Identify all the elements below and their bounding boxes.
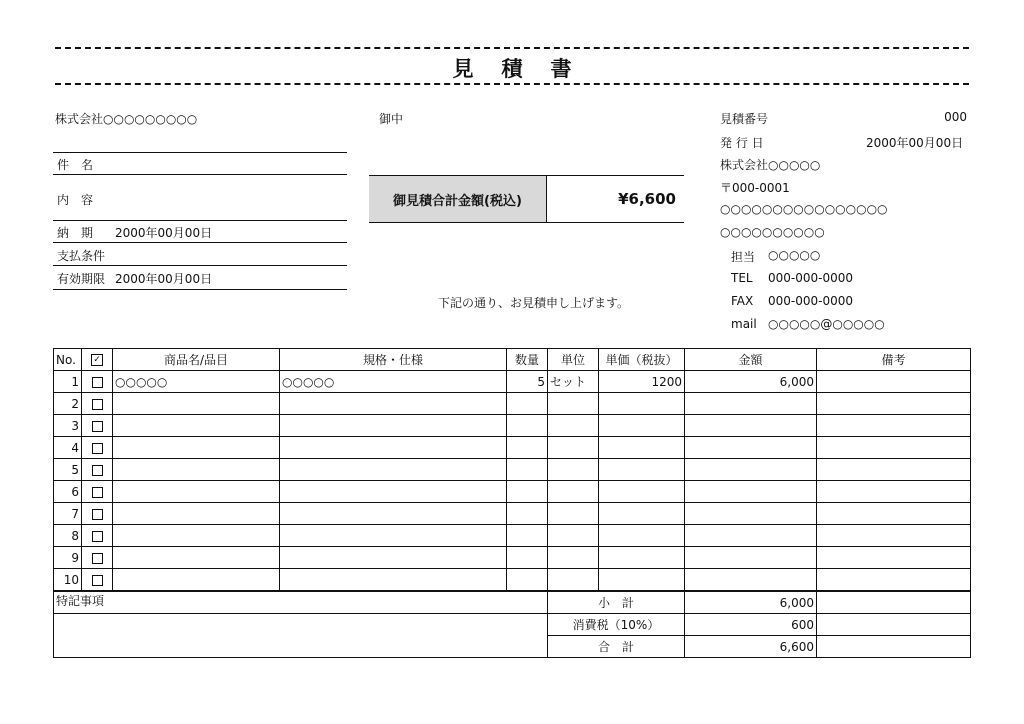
row-no: 6: [54, 481, 82, 503]
row-item-name[interactable]: [113, 525, 280, 547]
row-checkbox: [82, 481, 113, 503]
issuer-postal: 〒000-0001: [720, 181, 790, 195]
row-unit[interactable]: [548, 481, 599, 503]
row-amount[interactable]: [685, 437, 817, 459]
row-amount[interactable]: [685, 569, 817, 592]
row-unit-price[interactable]: [599, 569, 685, 592]
row-spec[interactable]: [280, 415, 507, 437]
fax-label: FAX: [731, 294, 754, 308]
row-item-name[interactable]: ○○○○○: [113, 371, 280, 393]
row-qty[interactable]: [507, 547, 548, 569]
row-no: 10: [54, 569, 82, 592]
row-checkbox: [82, 437, 113, 459]
row-amount[interactable]: [685, 393, 817, 415]
row-no: 3: [54, 415, 82, 437]
delivery-label: 納 期: [57, 226, 94, 240]
issuer-address-1: ○○○○○○○○○○○○○○○○: [720, 202, 888, 216]
divider: [53, 265, 347, 266]
payment-label: 支払条件: [57, 249, 106, 263]
subtotal-note[interactable]: [817, 591, 971, 614]
total-amount-box: [369, 175, 684, 223]
table-row: [54, 481, 971, 503]
row-unit-price[interactable]: [599, 481, 685, 503]
header-qty: 数量: [507, 349, 548, 371]
table-row: [54, 503, 971, 525]
table-row: [54, 569, 971, 592]
header-unit: 単位: [548, 349, 599, 371]
subject-label: 件 名: [57, 158, 94, 172]
row-no: 1: [54, 371, 82, 393]
row-note[interactable]: [817, 437, 971, 459]
table-row: [54, 393, 971, 415]
divider: [53, 242, 347, 243]
header-unit-price: 単価（税抜）: [599, 349, 685, 371]
client-name: 株式会社○○○○○○○○○: [55, 112, 198, 126]
row-checkbox: [82, 393, 113, 415]
row-item-name[interactable]: [113, 547, 280, 569]
grand-total-label: 合 計: [548, 636, 685, 658]
row-checkbox: [82, 569, 113, 592]
row-amount[interactable]: [685, 525, 817, 547]
mail-value: ○○○○○@○○○○○: [768, 317, 885, 331]
special-notes-label: 特記事項: [54, 591, 548, 614]
checkbox-icon[interactable]: [92, 443, 103, 454]
row-checkbox: [82, 415, 113, 437]
row-spec[interactable]: [280, 459, 507, 481]
fax-value: 000-000-0000: [768, 294, 854, 308]
checkbox-icon[interactable]: [92, 399, 103, 410]
row-no: 8: [54, 525, 82, 547]
row-unit[interactable]: [548, 415, 599, 437]
tel-value: 000-000-0000: [768, 271, 854, 285]
row-qty[interactable]: [507, 459, 548, 481]
checkbox-icon[interactable]: [92, 575, 103, 586]
row-checkbox: [82, 547, 113, 569]
row-unit-price[interactable]: [599, 393, 685, 415]
row-item-name[interactable]: [113, 481, 280, 503]
contact-label: 担当: [731, 250, 756, 264]
greeting-message: 下記の通り、お見積申し上げます。: [438, 296, 630, 310]
header-spec: 規格・仕様: [280, 349, 507, 371]
table-row: [54, 415, 971, 437]
row-amount[interactable]: 6,000: [685, 371, 817, 393]
table-row: [54, 525, 971, 547]
content-label: 内 容: [57, 193, 94, 207]
row-note[interactable]: [817, 503, 971, 525]
validity-value[interactable]: 2000年00月00日: [115, 272, 213, 286]
row-unit[interactable]: [548, 503, 599, 525]
tax-note[interactable]: [817, 614, 971, 636]
row-item-name[interactable]: [113, 459, 280, 481]
subtotal-label: 小 計: [548, 591, 685, 614]
checkbox-icon[interactable]: [92, 421, 103, 432]
row-item-name[interactable]: [113, 437, 280, 459]
divider: [53, 220, 347, 221]
row-unit-price[interactable]: [599, 437, 685, 459]
row-spec[interactable]: [280, 569, 507, 592]
summary-row: [54, 614, 971, 636]
validity-label: 有効期限: [57, 272, 106, 286]
tax-value: 600: [685, 614, 817, 636]
document-title: [0, 53, 1024, 83]
row-note[interactable]: [817, 547, 971, 569]
checkbox-icon[interactable]: [92, 465, 103, 476]
row-unit-price[interactable]: [599, 459, 685, 481]
row-unit[interactable]: [548, 547, 599, 569]
row-spec[interactable]: [280, 481, 507, 503]
summary-row: [54, 591, 971, 614]
row-amount[interactable]: [685, 503, 817, 525]
table-header-row: [54, 349, 971, 371]
checkbox-icon[interactable]: [92, 509, 103, 520]
checkbox-icon[interactable]: [92, 553, 103, 564]
row-qty[interactable]: [507, 481, 548, 503]
row-unit[interactable]: セット: [548, 371, 599, 393]
delivery-value[interactable]: 2000年00月00日: [115, 226, 213, 240]
row-amount[interactable]: [685, 415, 817, 437]
row-unit-price[interactable]: [599, 503, 685, 525]
row-unit[interactable]: [548, 459, 599, 481]
row-item-name[interactable]: [113, 393, 280, 415]
issuer-address-2: ○○○○○○○○○○: [720, 225, 825, 239]
check-all-icon[interactable]: ✓: [91, 354, 103, 366]
row-amount[interactable]: [685, 459, 817, 481]
row-no: 5: [54, 459, 82, 481]
row-note[interactable]: [817, 525, 971, 547]
row-no: 2: [54, 393, 82, 415]
header-note: 備考: [817, 349, 971, 371]
row-unit-price[interactable]: [599, 525, 685, 547]
client-honorific: 御中: [379, 112, 404, 126]
title-char-3: 書: [550, 57, 572, 81]
issuer-company: 株式会社○○○○○: [720, 158, 821, 172]
row-note[interactable]: [817, 393, 971, 415]
issue-date: 2000年00月00日: [866, 136, 964, 150]
row-no: 4: [54, 437, 82, 459]
tel-label: TEL: [731, 271, 753, 285]
subtotal-value: 6,000: [685, 591, 817, 614]
table-row: [54, 459, 971, 481]
row-note[interactable]: [817, 459, 971, 481]
header-item-name: 商品名/品目: [113, 349, 280, 371]
row-note[interactable]: [817, 371, 971, 393]
row-unit-price[interactable]: [599, 547, 685, 569]
row-note[interactable]: [817, 415, 971, 437]
header-amount: 金額: [685, 349, 817, 371]
title-char-2: 積: [501, 57, 523, 81]
checkbox-icon[interactable]: [92, 487, 103, 498]
tax-label: 消費税（10%）: [548, 614, 685, 636]
row-qty[interactable]: [507, 437, 548, 459]
row-spec[interactable]: [280, 547, 507, 569]
divider: [53, 289, 347, 290]
row-checkbox: [82, 459, 113, 481]
row-checkbox: [82, 371, 113, 393]
row-qty[interactable]: 5: [507, 371, 548, 393]
header-check: [82, 349, 113, 371]
row-item-name[interactable]: [113, 415, 280, 437]
items-table: [53, 348, 971, 658]
row-unit[interactable]: [548, 437, 599, 459]
contact-value: ○○○○○: [768, 248, 821, 262]
total-amount-label: 御見積合計金額(税込): [369, 176, 547, 222]
divider: [53, 174, 347, 175]
row-qty[interactable]: [507, 525, 548, 547]
row-spec[interactable]: [280, 393, 507, 415]
grand-total-value: 6,600: [685, 636, 817, 658]
row-item-name[interactable]: [113, 569, 280, 592]
special-notes-area[interactable]: [54, 614, 548, 658]
header-no: No.: [54, 349, 82, 371]
row-unit-price[interactable]: 1200: [599, 371, 685, 393]
row-checkbox: [82, 503, 113, 525]
row-spec[interactable]: ○○○○○: [280, 371, 507, 393]
row-unit[interactable]: [548, 569, 599, 592]
row-qty[interactable]: [507, 415, 548, 437]
row-checkbox: [82, 525, 113, 547]
checkbox-icon[interactable]: [92, 531, 103, 542]
row-no: 7: [54, 503, 82, 525]
table-row: [54, 371, 971, 393]
checkbox-icon[interactable]: [92, 377, 103, 388]
estimate-no: 000: [944, 110, 967, 124]
row-item-name[interactable]: [113, 503, 280, 525]
row-unit-price[interactable]: [599, 415, 685, 437]
mail-label: mail: [731, 317, 757, 331]
row-spec[interactable]: [280, 503, 507, 525]
row-spec[interactable]: [280, 437, 507, 459]
issue-date-label: 発 行 日: [720, 136, 764, 150]
estimate-no-label: 見積番号: [720, 112, 769, 126]
row-qty[interactable]: [507, 569, 548, 592]
row-note[interactable]: [817, 569, 971, 592]
row-amount[interactable]: [685, 481, 817, 503]
bottom-dashed-line: [55, 83, 969, 85]
divider: [53, 152, 347, 153]
grand-total-note[interactable]: [817, 636, 971, 658]
total-amount-value: ¥6,600: [618, 190, 676, 208]
row-qty[interactable]: [507, 503, 548, 525]
title-char-1: 見: [452, 57, 474, 81]
row-unit[interactable]: [548, 393, 599, 415]
table-row: [54, 547, 971, 569]
row-qty[interactable]: [507, 393, 548, 415]
row-spec[interactable]: [280, 525, 507, 547]
row-unit[interactable]: [548, 525, 599, 547]
row-no: 9: [54, 547, 82, 569]
top-dashed-line: [55, 47, 969, 49]
row-note[interactable]: [817, 481, 971, 503]
row-amount[interactable]: [685, 547, 817, 569]
table-row: [54, 437, 971, 459]
